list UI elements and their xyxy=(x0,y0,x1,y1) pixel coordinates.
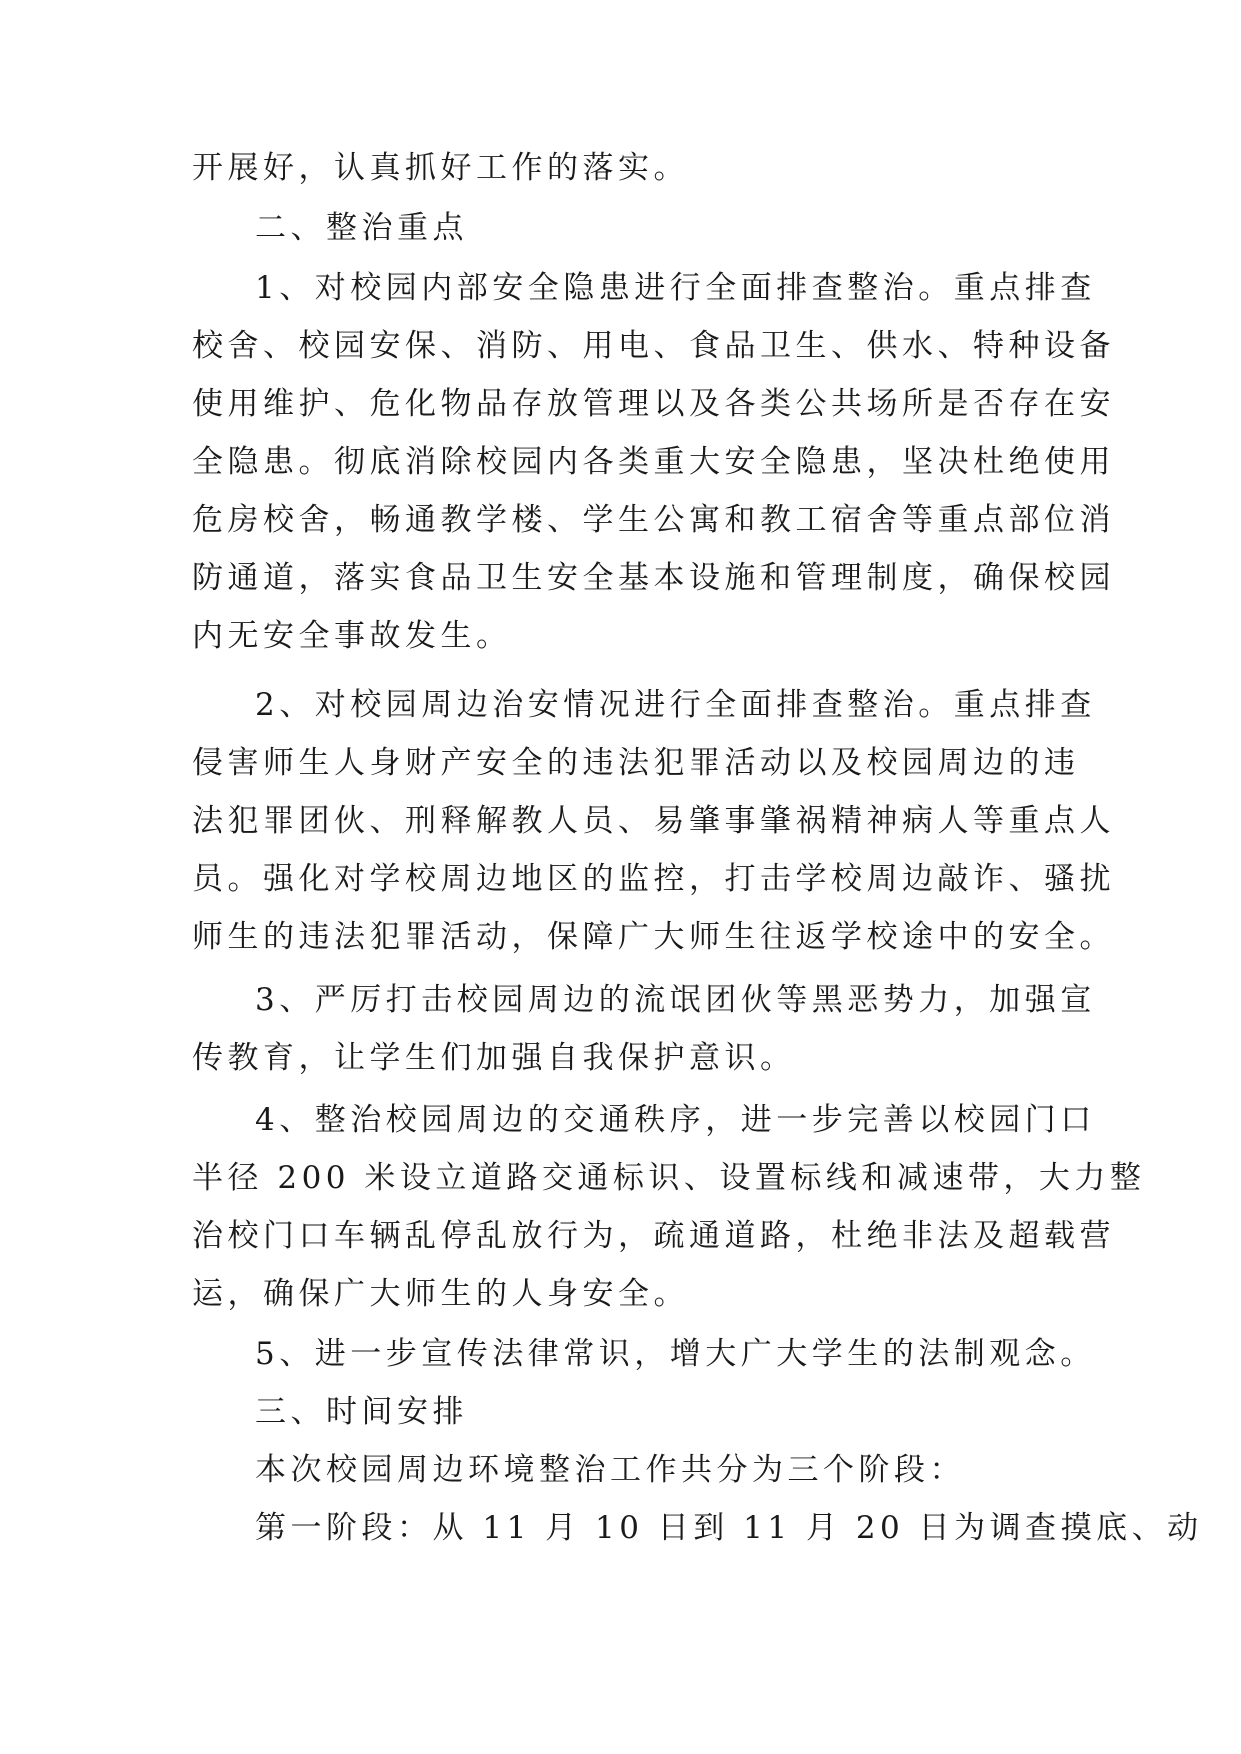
text-line: 1、对校园内部安全隐患进行全面排查整治。重点排查 xyxy=(255,270,1096,306)
section-heading-key-points: 二、整治重点 xyxy=(255,210,468,246)
text-line: 侵害师生人身财产安全的违法犯罪活动以及校园周边的违 xyxy=(192,745,1080,781)
text-line: 防通道，落实食品卫生安全基本设施和管理制度，确保校园 xyxy=(192,560,1115,596)
text-line: 治校门口车辆乱停乱放行为，疏通道路，杜绝非法及超载营 xyxy=(192,1218,1115,1254)
text-line: 开展好，认真抓好工作的落实。 xyxy=(192,150,689,186)
text-line: 校舍、校园安保、消防、用电、食品卫生、供水、特种设备 xyxy=(192,328,1115,364)
text-line: 2、对校园周边治安情况进行全面排查整治。重点排查 xyxy=(255,687,1096,723)
text-line: 使用维护、危化物品存放管理以及各类公共场所是否存在安 xyxy=(192,386,1115,422)
text-line: 传教育，让学生们加强自我保护意识。 xyxy=(192,1040,796,1076)
text-line: 内无安全事故发生。 xyxy=(192,618,512,654)
text-line: 师生的违法犯罪活动，保障广大师生往返学校途中的安全。 xyxy=(192,919,1115,955)
text-line: 危房校舍，畅通教学楼、学生公寓和教工宿舍等重点部位消 xyxy=(192,502,1115,538)
text-line: 半径 200 米设立道路交通标识、设置标线和减速带，大力整 xyxy=(192,1160,1146,1196)
text-line: 全隐患。彻底消除校园内各类重大安全隐患，坚决杜绝使用 xyxy=(192,444,1115,480)
text-line: 第一阶段：从 11 月 10 日到 11 月 20 日为调查摸底、动 xyxy=(255,1510,1203,1546)
section-heading-schedule: 三、时间安排 xyxy=(255,1394,468,1430)
text-line: 5、进一步宣传法律常识，增大广大学生的法制观念。 xyxy=(255,1336,1096,1372)
text-line: 法犯罪团伙、刑释解教人员、易肇事肇祸精神病人等重点人 xyxy=(192,803,1115,839)
text-line: 员。强化对学校周边地区的监控，打击学校周边敲诈、骚扰 xyxy=(192,861,1115,897)
text-line: 运，确保广大师生的人身安全。 xyxy=(192,1276,689,1312)
text-line: 4、整治校园周边的交通秩序，进一步完善以校园门口 xyxy=(255,1102,1096,1138)
text-line: 3、严厉打击校园周边的流氓团伙等黑恶势力，加强宣 xyxy=(255,982,1096,1018)
text-line: 本次校园周边环境整治工作共分为三个阶段： xyxy=(255,1452,965,1488)
